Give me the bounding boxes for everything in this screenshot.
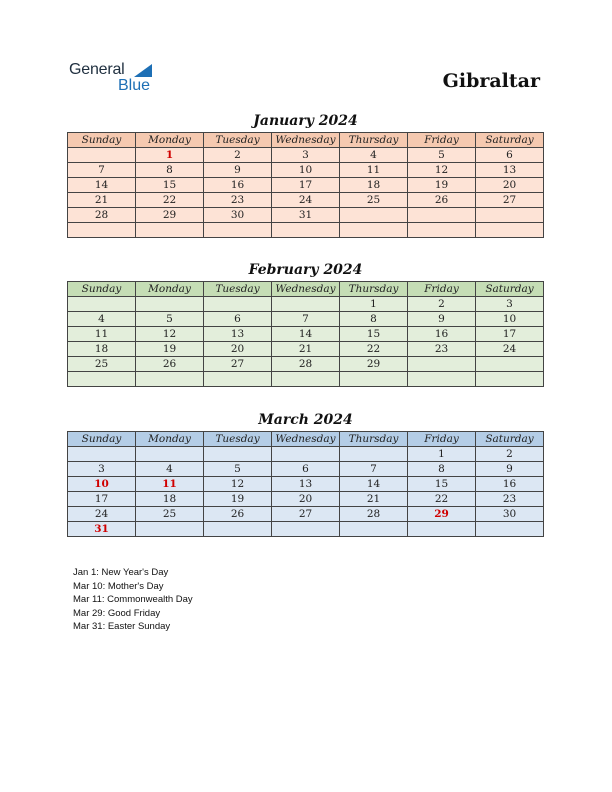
day-cell: 17 xyxy=(476,327,544,342)
day-cell: 29 xyxy=(340,357,408,372)
day-cell: 10 xyxy=(476,312,544,327)
day-cell: 24 xyxy=(476,342,544,357)
week-row xyxy=(68,342,544,357)
weekday-header-row xyxy=(68,432,544,447)
day-cell: 31 xyxy=(68,522,136,537)
calendar-grid xyxy=(67,281,544,387)
empty-day-cell xyxy=(272,372,340,387)
day-cell: 1 xyxy=(340,297,408,312)
day-cell: 3 xyxy=(68,462,136,477)
empty-day-cell xyxy=(204,297,272,312)
empty-day-cell xyxy=(204,447,272,462)
day-cell: 22 xyxy=(408,492,476,507)
weekday-header: Tuesday xyxy=(204,282,272,297)
month-title: January 2024 xyxy=(253,113,358,129)
day-cell: 19 xyxy=(204,492,272,507)
day-cell: 25 xyxy=(68,357,136,372)
empty-day-cell xyxy=(408,372,476,387)
weekday-header: Sunday xyxy=(68,133,136,148)
empty-day-cell xyxy=(476,357,544,372)
weekday-header-row xyxy=(68,282,544,297)
day-cell: 14 xyxy=(272,327,340,342)
day-cell: 13 xyxy=(204,327,272,342)
empty-day-cell xyxy=(408,357,476,372)
holiday-note: Jan 1: New Year's Day xyxy=(73,567,169,578)
day-cell: 9 xyxy=(476,462,544,477)
weekday-header: Sunday xyxy=(68,432,136,447)
day-cell: 30 xyxy=(204,208,272,223)
logo-word-general: General xyxy=(69,61,125,78)
empty-day-cell xyxy=(68,447,136,462)
weekday-header: Friday xyxy=(408,432,476,447)
day-cell: 6 xyxy=(272,462,340,477)
weekday-header: Wednesday xyxy=(272,282,340,297)
holiday-note: Mar 29: Good Friday xyxy=(73,607,161,619)
day-cell: 22 xyxy=(136,193,204,208)
day-cell: 25 xyxy=(136,507,204,522)
day-cell: 11 xyxy=(340,163,408,178)
empty-day-cell xyxy=(476,208,544,223)
day-cell: 14 xyxy=(340,477,408,492)
empty-day-cell xyxy=(68,297,136,312)
week-row xyxy=(68,507,544,522)
day-cell: 24 xyxy=(68,507,136,522)
day-cell: 3 xyxy=(272,148,340,163)
week-row xyxy=(68,208,544,223)
day-cell: 23 xyxy=(476,492,544,507)
day-cell: 23 xyxy=(408,342,476,357)
day-cell: 12 xyxy=(136,327,204,342)
day-cell: 5 xyxy=(408,148,476,163)
week-row xyxy=(68,462,544,477)
weekday-header: Saturday xyxy=(476,282,544,297)
empty-day-cell xyxy=(136,223,204,238)
day-cell: 15 xyxy=(340,327,408,342)
day-cell: 17 xyxy=(68,492,136,507)
empty-day-cell xyxy=(136,297,204,312)
day-cell: 2 xyxy=(204,148,272,163)
logo-triangle-icon xyxy=(134,64,152,77)
day-cell: 19 xyxy=(136,342,204,357)
day-cell: 6 xyxy=(476,148,544,163)
weekday-header: Friday xyxy=(408,282,476,297)
day-cell: 11 xyxy=(68,327,136,342)
day-cell: 1 xyxy=(408,447,476,462)
day-cell: 21 xyxy=(272,342,340,357)
weekday-header-row xyxy=(68,133,544,148)
weekday-header: Tuesday xyxy=(204,432,272,447)
holiday-note: Mar 11: Commonwealth Day xyxy=(73,594,193,605)
day-cell: 4 xyxy=(340,148,408,163)
empty-day-cell xyxy=(340,447,408,462)
day-cell: 10 xyxy=(272,163,340,178)
week-row xyxy=(68,312,544,327)
month-title: March 2024 xyxy=(258,412,353,428)
weekday-header: Saturday xyxy=(476,133,544,148)
empty-day-cell xyxy=(272,297,340,312)
calendar-grid xyxy=(67,431,544,537)
empty-day-cell xyxy=(68,372,136,387)
week-row xyxy=(68,327,544,342)
day-cell: 26 xyxy=(204,507,272,522)
empty-day-cell xyxy=(68,148,136,163)
day-cell: 8 xyxy=(408,462,476,477)
empty-day-cell xyxy=(68,223,136,238)
week-row xyxy=(68,477,544,492)
day-cell: 19 xyxy=(408,178,476,193)
day-cell: 27 xyxy=(204,357,272,372)
empty-day-cell xyxy=(272,223,340,238)
day-cell: 5 xyxy=(136,312,204,327)
day-cell: 8 xyxy=(136,163,204,178)
holiday-note: Mar 10: Mother's Day xyxy=(73,580,164,592)
day-cell: 30 xyxy=(476,507,544,522)
weekday-header: Monday xyxy=(136,432,204,447)
weekday-header: Wednesday xyxy=(272,133,340,148)
day-cell: 9 xyxy=(204,163,272,178)
weekday-header: Monday xyxy=(136,282,204,297)
week-row xyxy=(68,178,544,193)
weekday-header: Friday xyxy=(408,133,476,148)
day-cell: 7 xyxy=(340,462,408,477)
holiday-notes xyxy=(73,566,193,634)
day-cell: 15 xyxy=(136,178,204,193)
day-cell: 7 xyxy=(272,312,340,327)
empty-day-cell xyxy=(204,522,272,537)
empty-day-cell xyxy=(408,208,476,223)
weekday-header: Sunday xyxy=(68,282,136,297)
weekday-header: Thursday xyxy=(340,282,408,297)
day-cell: 28 xyxy=(272,357,340,372)
day-cell: 4 xyxy=(136,462,204,477)
empty-day-cell xyxy=(408,223,476,238)
day-cell: 18 xyxy=(136,492,204,507)
week-row xyxy=(68,297,544,312)
week-row xyxy=(68,223,544,238)
day-cell: 18 xyxy=(68,342,136,357)
empty-day-cell xyxy=(340,522,408,537)
week-row xyxy=(68,357,544,372)
day-cell: 22 xyxy=(340,342,408,357)
empty-day-cell xyxy=(340,372,408,387)
empty-day-cell xyxy=(476,372,544,387)
month-calendar-january xyxy=(67,111,544,238)
day-cell: 13 xyxy=(272,477,340,492)
day-cell: 16 xyxy=(408,327,476,342)
day-cell: 9 xyxy=(408,312,476,327)
week-row xyxy=(68,492,544,507)
week-row xyxy=(68,447,544,462)
day-cell: 6 xyxy=(204,312,272,327)
day-cell: 4 xyxy=(68,312,136,327)
day-cell: 28 xyxy=(68,208,136,223)
day-cell: 23 xyxy=(204,193,272,208)
day-cell: 20 xyxy=(476,178,544,193)
day-cell: 16 xyxy=(204,178,272,193)
weekday-header: Thursday xyxy=(340,432,408,447)
empty-day-cell xyxy=(340,208,408,223)
weekday-header: Saturday xyxy=(476,432,544,447)
day-cell: 12 xyxy=(204,477,272,492)
day-cell: 7 xyxy=(68,163,136,178)
day-cell: 13 xyxy=(476,163,544,178)
empty-day-cell xyxy=(476,223,544,238)
day-cell: 29 xyxy=(408,507,476,522)
empty-day-cell xyxy=(340,223,408,238)
holiday-note: Mar 31: Easter Sunday xyxy=(73,621,171,632)
day-cell: 12 xyxy=(408,163,476,178)
generalblue-logo xyxy=(69,61,169,97)
day-cell: 29 xyxy=(136,208,204,223)
day-cell: 2 xyxy=(408,297,476,312)
day-cell: 31 xyxy=(272,208,340,223)
calendar-grid xyxy=(67,132,544,238)
month-calendar-february xyxy=(67,260,544,387)
week-row xyxy=(68,522,544,537)
empty-day-cell xyxy=(136,447,204,462)
day-cell: 21 xyxy=(68,193,136,208)
empty-day-cell xyxy=(136,372,204,387)
empty-day-cell xyxy=(272,447,340,462)
day-cell: 18 xyxy=(340,178,408,193)
day-cell: 25 xyxy=(340,193,408,208)
weekday-header: Wednesday xyxy=(272,432,340,447)
day-cell: 10 xyxy=(68,477,136,492)
day-cell: 8 xyxy=(340,312,408,327)
day-cell: 2 xyxy=(476,447,544,462)
weekday-header: Thursday xyxy=(340,133,408,148)
week-row xyxy=(68,372,544,387)
day-cell: 27 xyxy=(476,193,544,208)
day-cell: 26 xyxy=(408,193,476,208)
week-row xyxy=(68,148,544,163)
weekday-header: Monday xyxy=(136,133,204,148)
empty-day-cell xyxy=(204,223,272,238)
empty-day-cell xyxy=(408,522,476,537)
day-cell: 24 xyxy=(272,193,340,208)
day-cell: 3 xyxy=(476,297,544,312)
day-cell: 16 xyxy=(476,477,544,492)
day-cell: 11 xyxy=(136,477,204,492)
day-cell: 26 xyxy=(136,357,204,372)
weekday-header: Tuesday xyxy=(204,133,272,148)
day-cell: 17 xyxy=(272,178,340,193)
country-title: Gibraltar xyxy=(442,70,540,92)
month-title: February 2024 xyxy=(248,262,363,278)
day-cell: 5 xyxy=(204,462,272,477)
day-cell: 20 xyxy=(272,492,340,507)
day-cell: 15 xyxy=(408,477,476,492)
day-cell: 1 xyxy=(136,148,204,163)
day-cell: 27 xyxy=(272,507,340,522)
day-cell: 21 xyxy=(340,492,408,507)
day-cell: 20 xyxy=(204,342,272,357)
empty-day-cell xyxy=(136,522,204,537)
empty-day-cell xyxy=(476,522,544,537)
week-row xyxy=(68,193,544,208)
empty-day-cell xyxy=(204,372,272,387)
logo-word-blue: Blue xyxy=(118,77,151,94)
day-cell: 28 xyxy=(340,507,408,522)
month-calendar-march xyxy=(67,410,544,537)
empty-day-cell xyxy=(272,522,340,537)
day-cell: 14 xyxy=(68,178,136,193)
week-row xyxy=(68,163,544,178)
